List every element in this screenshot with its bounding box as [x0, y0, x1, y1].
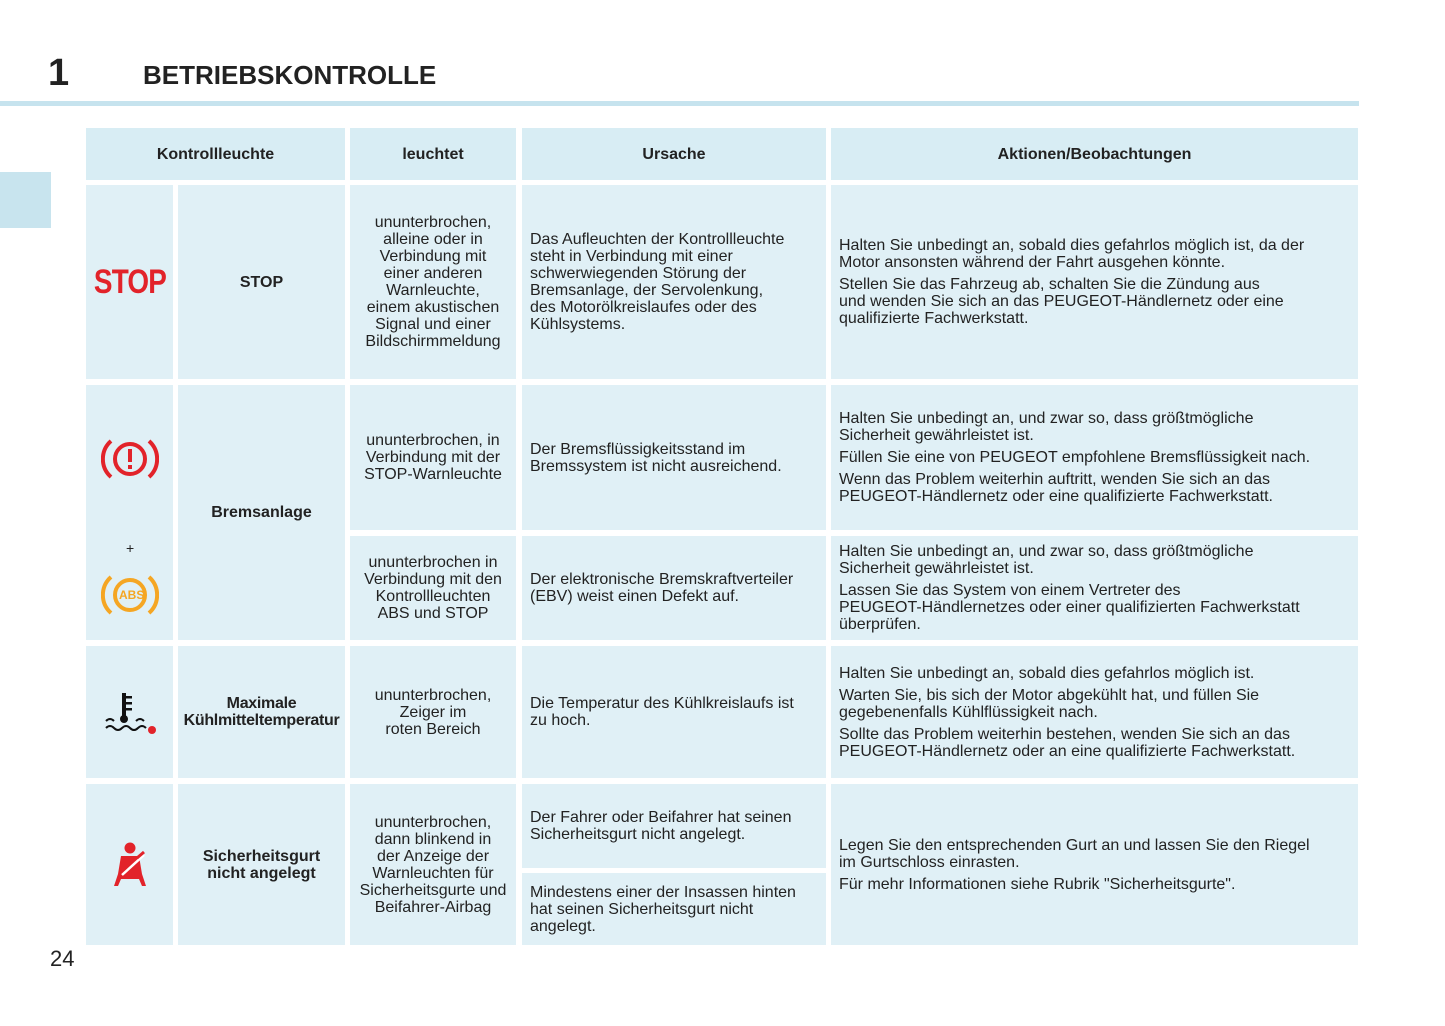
header-kontrollleuchte: Kontrollleuchte: [86, 128, 345, 180]
chapter-tab: [0, 172, 51, 228]
seatbelt-icon-cell: [86, 784, 173, 945]
actions-cell: [831, 784, 1358, 945]
cause-cell: Der Bremsflüssigkeitsstand im Bremssystem ist nicht ausreichend.: [522, 385, 826, 530]
plus-sign: +: [126, 540, 135, 556]
coolant-temperature-icon: [102, 689, 158, 735]
page-title: BETRIEBSKONTROLLE: [143, 60, 437, 90]
action-text: Stellen Sie das Fahrzeug ab, schalten Sie die Zündung aus und wenden Sie sich an das PEUGEOT-Händlernetz oder eine qualifizierte Fachwerkstatt.: [839, 276, 1284, 327]
action-text: Halten Sie unbedingt an, und zwar so, dass größtmögliche Sicherheit gewährleistet ist.: [839, 543, 1254, 577]
coolant-icon-cell: [86, 646, 173, 778]
header-ursache: Ursache: [522, 128, 826, 180]
actions-cell: [831, 385, 1358, 530]
abs-icon-label: ABS: [119, 588, 145, 602]
indicator-name: STOP: [178, 185, 345, 379]
cause-cell: Mindestens einer der Insassen hinten hat seinen Sicherheitsgurt nicht angelegt.: [522, 873, 826, 945]
lit-cell: ununterbrochen, dann blinkend in der Anzeige der Warnleuchten für Sicherheitsgurte und Beifahrer-Airbag: [350, 784, 516, 945]
header-leuchtet: leuchtet: [350, 128, 516, 180]
page-number: 24: [50, 946, 75, 971]
action-text: Füllen Sie eine von PEUGEOT empfohlene Bremsflüssigkeit nach.: [839, 449, 1311, 466]
header-aktionen: Aktionen/Beobachtungen: [831, 128, 1358, 180]
lit-cell: ununterbrochen in Verbindung mit den Kontrollleuchten ABS und STOP: [350, 536, 516, 640]
stop-icon: STOP: [93, 263, 166, 301]
cause-cell: Das Aufleuchten der Kontrollleuchte steht in Verbindung mit einer schwerwiegenden Störung der Bremsanlage, der Servolenkung, des Motorölkreislaufes oder des Kühlsystems.: [522, 185, 826, 379]
action-text: Sollte das Problem weiterhin bestehen, wenden Sie sich an das PEUGEOT-Händlernetz oder an eine qualifizierte Fachwerkstatt.: [839, 725, 1296, 760]
indicator-name: Sicherheitsgurt nicht angelegt: [178, 784, 345, 945]
lit-cell: ununterbrochen, Zeiger im roten Bereich: [350, 646, 516, 778]
seatbelt-icon: [110, 841, 150, 889]
action-text: Warten Sie, bis sich der Motor abgekühlt hat, und füllen Sie gegebenenfalls Kühlflüssigkeit nach.: [839, 686, 1260, 721]
indicator-name: Bremsanlage: [178, 385, 345, 640]
lit-cell: ununterbrochen, alleine oder in Verbindung mit einer anderen Warnleuchte, einem akustischen Signal und einer Bildschirmmeldung: [350, 185, 516, 379]
actions-cell: [831, 185, 1358, 379]
action-text: Lassen Sie das System von einem Vertreter des PEUGEOT-Händlernetzes oder einer qualifizierten Fachwerkstatt überprüfen.: [839, 582, 1300, 633]
actions-cell: [831, 646, 1358, 778]
stop-icon-cell: [86, 185, 173, 379]
cause-cell: Die Temperatur des Kühlkreislaufs ist zu hoch.: [522, 646, 826, 778]
chapter-number: 1: [48, 52, 70, 94]
action-text: Für mehr Informationen siehe Rubrik "Sicherheitsgurte".: [839, 875, 1236, 893]
cause-cell: Der Fahrer oder Beifahrer hat seinen Sicherheitsgurt nicht angelegt.: [522, 784, 826, 868]
actions-cell: [831, 536, 1358, 640]
action-text: Legen Sie den entsprechenden Gurt an und lassen Sie den Riegel im Gurtschloss einrasten.: [839, 836, 1310, 871]
cause-cell: Der elektronische Bremskraftverteiler (EBV) weist einen Defekt auf.: [522, 536, 826, 640]
action-text: Halten Sie unbedingt an, und zwar so, dass größtmögliche Sicherheit gewährleistet ist.: [839, 410, 1254, 444]
indicator-name: Maximale Kühlmitteltemperatur: [178, 646, 345, 778]
brake-icon-cell: [86, 385, 173, 640]
action-text: Wenn das Problem weiterhin auftritt, wenden Sie sich an das PEUGEOT-Händlernetz oder eine qualifizierte Fachwerkstatt.: [839, 471, 1273, 505]
brake-warning-icon: [101, 435, 159, 483]
action-text: Halten Sie unbedingt an, sobald dies gefahrlos möglich ist, da der Motor ansonsten während der Fahrt ausgehen könnte.: [839, 237, 1305, 271]
action-text: Halten Sie unbedingt an, sobald dies gefahrlos möglich ist.: [839, 664, 1255, 682]
title-rule: [0, 101, 1359, 106]
lit-cell: ununterbrochen, in Verbindung mit der STOP-Warnleuchte: [350, 385, 516, 530]
